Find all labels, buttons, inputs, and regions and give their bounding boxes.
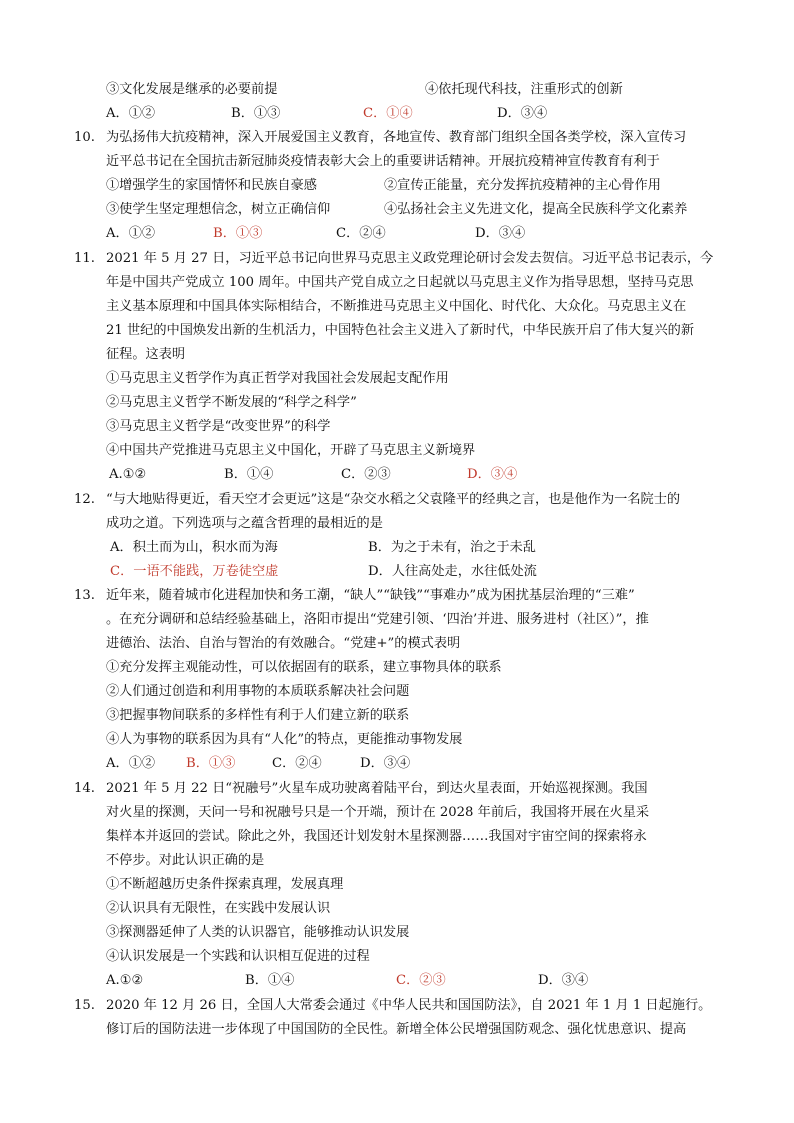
q12-number: 12. [74, 492, 95, 507]
q14-option-c-answer: C．②③ [396, 973, 446, 988]
q9-option-b: B．①③ [231, 106, 281, 121]
q11-text-line-5: 征程。这表明 [106, 347, 186, 362]
q11-text-line-3: 主义基本原理和中国具体实际相结合，不断推进马克思主义中国化、时代化、大众化。马克思主义在 [106, 299, 687, 314]
q12-option-a: A．积土而为山，积水而为海 [110, 540, 278, 555]
q11-statement-2: ②马克思主义哲学不断发展的“科学之科学” [106, 395, 357, 410]
q11-statement-4: ④中国共产党推进马克思主义中国化，开辟了马克思主义新境界 [106, 443, 476, 458]
q10-statement-3: ③使学生坚定理想信念，树立正确信仰 [106, 202, 331, 217]
q11-text-line-2: 年是中国共产党成立 100 周年。中国共产党自成立之日起就以马克思主义作为指导思想，坚持马克思 [106, 275, 694, 290]
q12-option-d: D．人往高处走，水往低处流 [368, 564, 537, 579]
q13-text-line-3: 进德治、法治、自治与智治的有效融合。“党建+”的模式表明 [106, 636, 461, 651]
q12-text-line-1: “与大地贴得更近，看天空才会更远”这是“杂交水稻之父袁隆平的经典之言，也是他作为一名院士的 [106, 492, 681, 507]
q11-option-b: B．①④ [224, 467, 274, 482]
q11-statement-1: ①马克思主义哲学作为真正哲学对我国社会发展起支配作用 [106, 371, 449, 386]
q9-option-a: A．①② [106, 106, 156, 121]
q14-text-line-4: 不停步。对此认识正确的是 [106, 853, 265, 868]
q10-option-a: A．①② [106, 226, 156, 241]
q12-option-b: B．为之于未有，治之于未乱 [368, 540, 536, 555]
q13-number: 13. [74, 588, 95, 603]
q14-statement-1: ①不断超越历史条件探索真理，发展真理 [106, 877, 344, 892]
q10-statement-4: ④弘扬社会主义先进文化，提高全民族科学文化素养 [384, 202, 688, 217]
q11-option-c: C．②③ [341, 467, 391, 482]
q15-text-line-2: 修订后的国防法进一步体现了中国国防的全民性。新增全体公民增强国防观念、强化忧患意识、提高 [106, 1022, 687, 1037]
q11-statement-3: ③马克思主义哲学是“改变世界”的科学 [106, 419, 331, 434]
q13-option-d: D．③④ [360, 756, 411, 771]
q10-option-d: D．③④ [475, 226, 526, 241]
q13-statement-3: ③把握事物间联系的多样性有利于人们建立新的联系 [106, 708, 410, 723]
q14-text-line-3: 集样本并返回的尝试。除此之外，我国还计划发射木星探测器……我国对宇宙空间的探索将永 [106, 829, 647, 844]
q14-option-a: A.①② [106, 973, 144, 988]
q10-number: 10. [74, 130, 95, 145]
q9-option-c-answer: C．①④ [363, 106, 413, 121]
q14-number: 14. [74, 781, 95, 796]
q13-text-line-1: 近年来，随着城市化进程加快和务工潮，“缺人”“缺钱”“事难办”成为困扰基层治理的“三难” [106, 588, 635, 603]
q14-text-line-1: 2021 年 5 月 22 日“祝融号”火星车成功驶离着陆平台，到达火星表面，开始巡视探测。我国 [106, 781, 648, 796]
q14-statement-4: ④认识发展是一个实践和认识相互促进的过程 [106, 949, 370, 964]
q12-option-c-answer: C．一语不能践，万卷徒空虚 [110, 564, 279, 579]
q10-statement-2: ②宣传正能量，充分发挥抗疫精神的主心骨作用 [384, 178, 661, 193]
q13-option-c: C．②④ [272, 756, 322, 771]
q9-statement-3: ③文化发展是继承的必要前提 [106, 82, 278, 97]
q10-text-line-2: 近平总书记在全国抗击新冠肺炎疫情表彰大会上的重要讲话精神。开展抗疫精神宣传教育有利于 [106, 154, 660, 169]
q13-statement-2: ②人们通过创造和利用事物的本质联系解决社会问题 [106, 684, 410, 699]
q11-number: 11. [74, 251, 95, 266]
q10-option-b-answer: B．①③ [213, 226, 263, 241]
q9-statement-4: ④依托现代科技，注重形式的创新 [425, 82, 623, 97]
q13-option-b-answer: B．①③ [186, 756, 236, 771]
q14-statement-3: ③探测器延伸了人类的认识器官，能够推动认识发展 [106, 925, 410, 940]
q12-text-line-2: 成功之道。下列选项与之蕴含哲理的最相近的是 [106, 516, 383, 531]
q11-option-a: A.①② [109, 467, 147, 482]
q11-option-d-answer: D．③④ [467, 467, 518, 482]
q11-text-line-4: 21 世纪的中国焕发出新的生机活力，中国特色社会主义进入了新时代，中华民族开启了伟大复兴的新 [106, 323, 695, 338]
q13-text-line-2: 。在充分调研和总结经验基础上，洛阳市提出“党建引领、‘四治’并进、服务进村（社区）”，推 [106, 612, 649, 627]
q15-text-line-1: 2020 年 12 月 26 日，全国人大常委会通过《中华人民共和国国防法》，自 2021 年 1 月 1 日起施行。 [106, 998, 712, 1013]
q9-option-d: D．③④ [497, 106, 548, 121]
q14-text-line-2: 对火星的探测，天问一号和祝融号只是一个开端，预计在 2028 年前后，我国将开展在火星采 [106, 805, 650, 820]
q14-option-d: D．③④ [538, 973, 589, 988]
q14-statement-2: ②认识具有无限性，在实践中发展认识 [106, 901, 331, 916]
q15-number: 15. [74, 998, 95, 1013]
q11-text-line-1: 2021 年 5 月 27 日，习近平总书记向世界马克思主义政党理论研讨会发去贺信。习近平总书记表示，今 [106, 251, 714, 266]
q13-statement-4: ④人为事物的联系因为具有“人化”的特点，更能推动事物发展 [106, 732, 463, 747]
q14-option-b: B．①④ [245, 973, 295, 988]
q13-option-a: A．①② [106, 756, 156, 771]
q13-statement-1: ①充分发挥主观能动性，可以依据固有的联系，建立事物具体的联系 [106, 660, 502, 675]
q10-option-c: C．②④ [336, 226, 386, 241]
q10-text-line-1: 为弘扬伟大抗疫精神，深入开展爱国主义教育，各地宣传、教育部门组织全国各类学校，深入宣传习 [106, 130, 687, 145]
q10-statement-1: ①增强学生的家国情怀和民族自豪感 [106, 178, 317, 193]
